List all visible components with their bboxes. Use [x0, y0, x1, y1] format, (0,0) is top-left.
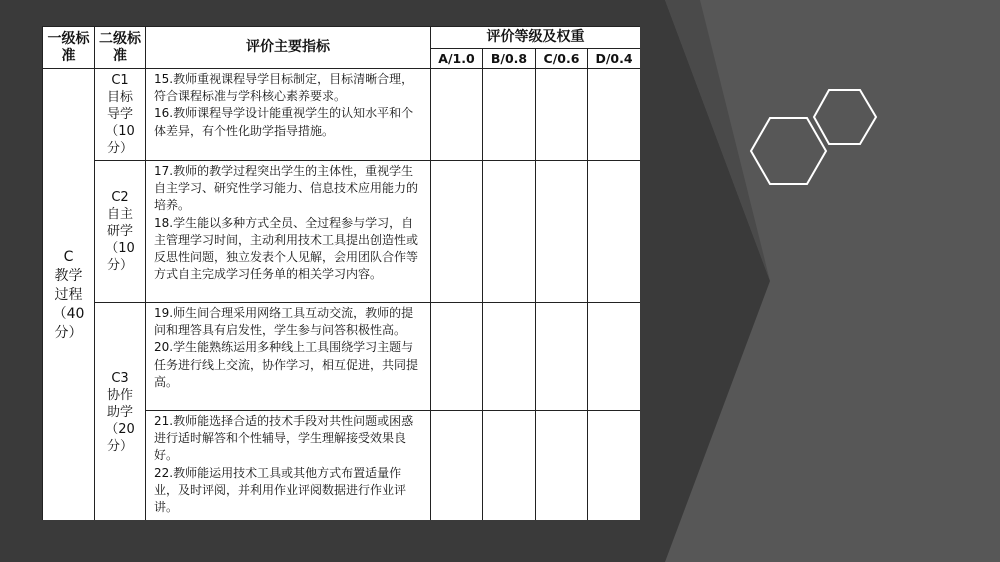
level2-name: 目标导学 [106, 90, 133, 122]
header-grade-group: 评价等级及权重 [431, 27, 641, 49]
level1-score: （40分） [52, 306, 85, 341]
header-level2: 二级标准 [95, 27, 146, 69]
grade-cell-c[interactable] [536, 303, 588, 411]
level2-code: C3 [111, 371, 129, 386]
grade-cell-d[interactable] [588, 161, 641, 303]
level1-code: C [63, 249, 74, 265]
level2-cell-c2 [95, 161, 146, 303]
grade-cell-d[interactable] [588, 69, 641, 161]
header-grade-a: A/1.0 [431, 49, 483, 69]
indicator-text: 22.教师能运用技术工具或其他方式布置适量作业，及时评阅，并利用作业评阅数据进行作业评讲。 [154, 465, 407, 515]
table-row [43, 303, 641, 411]
grade-cell-a[interactable] [431, 411, 483, 521]
indicator-text: 18.学生能以多种方式全员、全过程参与学习，自主管理学习时间，主动利用技术工具提出创造性或反思性问题，独立发表个人见解，会用团队合作等方式自主完成学习任务单的相关学习内容。 [154, 215, 419, 282]
table-row [43, 69, 641, 161]
level2-score: （10分） [105, 124, 135, 156]
header-indicator: 评价主要指标 [146, 27, 431, 69]
grade-cell-c[interactable] [536, 411, 588, 521]
grade-cell-d[interactable] [588, 303, 641, 411]
grade-cell-d[interactable] [588, 411, 641, 521]
grade-cell-c[interactable] [536, 161, 588, 303]
level1-name: 教学过程 [54, 268, 83, 303]
level2-name: 自主研学 [106, 207, 133, 239]
indicator-cell-c1 [146, 69, 431, 161]
indicator-cell-c3b [146, 411, 431, 521]
grade-cell-b[interactable] [483, 303, 536, 411]
level2-cell-c1 [95, 69, 146, 161]
level2-code: C2 [111, 190, 129, 205]
table-row [43, 161, 641, 303]
evaluation-table-document [42, 26, 640, 520]
header-grade-b: B/0.8 [483, 49, 536, 69]
grade-cell-c[interactable] [536, 69, 588, 161]
evaluation-table [42, 26, 640, 520]
grade-cell-b[interactable] [483, 161, 536, 303]
level2-score: （10分） [105, 241, 135, 273]
grade-cell-a[interactable] [431, 69, 483, 161]
header-grade-d: D/0.4 [588, 49, 641, 69]
header-level1: 一级标准 [43, 27, 95, 69]
indicator-text: 16.教师课程导学设计能重视学生的认知水平和个体差异，有个性化助学指导措施。 [154, 106, 414, 138]
indicator-cell-c3a [146, 303, 431, 411]
level1-cell [43, 69, 95, 521]
header-grade-c: C/0.6 [536, 49, 588, 69]
indicator-text: 20.学生能熟练运用多种线上工具围绕学习主题与任务进行线上交流，协作学习，相互促进，共同提高。 [154, 340, 419, 389]
grade-cell-a[interactable] [431, 303, 483, 411]
grade-cell-a[interactable] [431, 161, 483, 303]
level2-score: （20分） [105, 422, 135, 454]
grade-cell-b[interactable] [483, 411, 536, 521]
indicator-text: 21.教师能选择合适的技术手段对共性问题或困惑进行适时解答和个性辅导，学生理解接受效果良好。 [154, 414, 414, 463]
indicator-text: 17.教师的教学过程突出学生的主体性，重视学生自主学习、研究性学习能力、信息技术应用能力的培养。 [154, 164, 419, 213]
indicator-cell-c2 [146, 161, 431, 303]
indicator-text: 19.师生间合理采用网络工具互动交流，教师的提问和理答具有启发性，学生参与问答积极性高。 [154, 306, 414, 338]
level2-name: 协作助学 [106, 388, 133, 420]
indicator-text: 15.教师重视课程导学目标制定，目标清晰合理，符合课程标准与学科核心素养要求。 [154, 72, 414, 104]
level2-code: C1 [111, 73, 129, 88]
level2-cell-c3 [95, 303, 146, 521]
grade-cell-b[interactable] [483, 69, 536, 161]
